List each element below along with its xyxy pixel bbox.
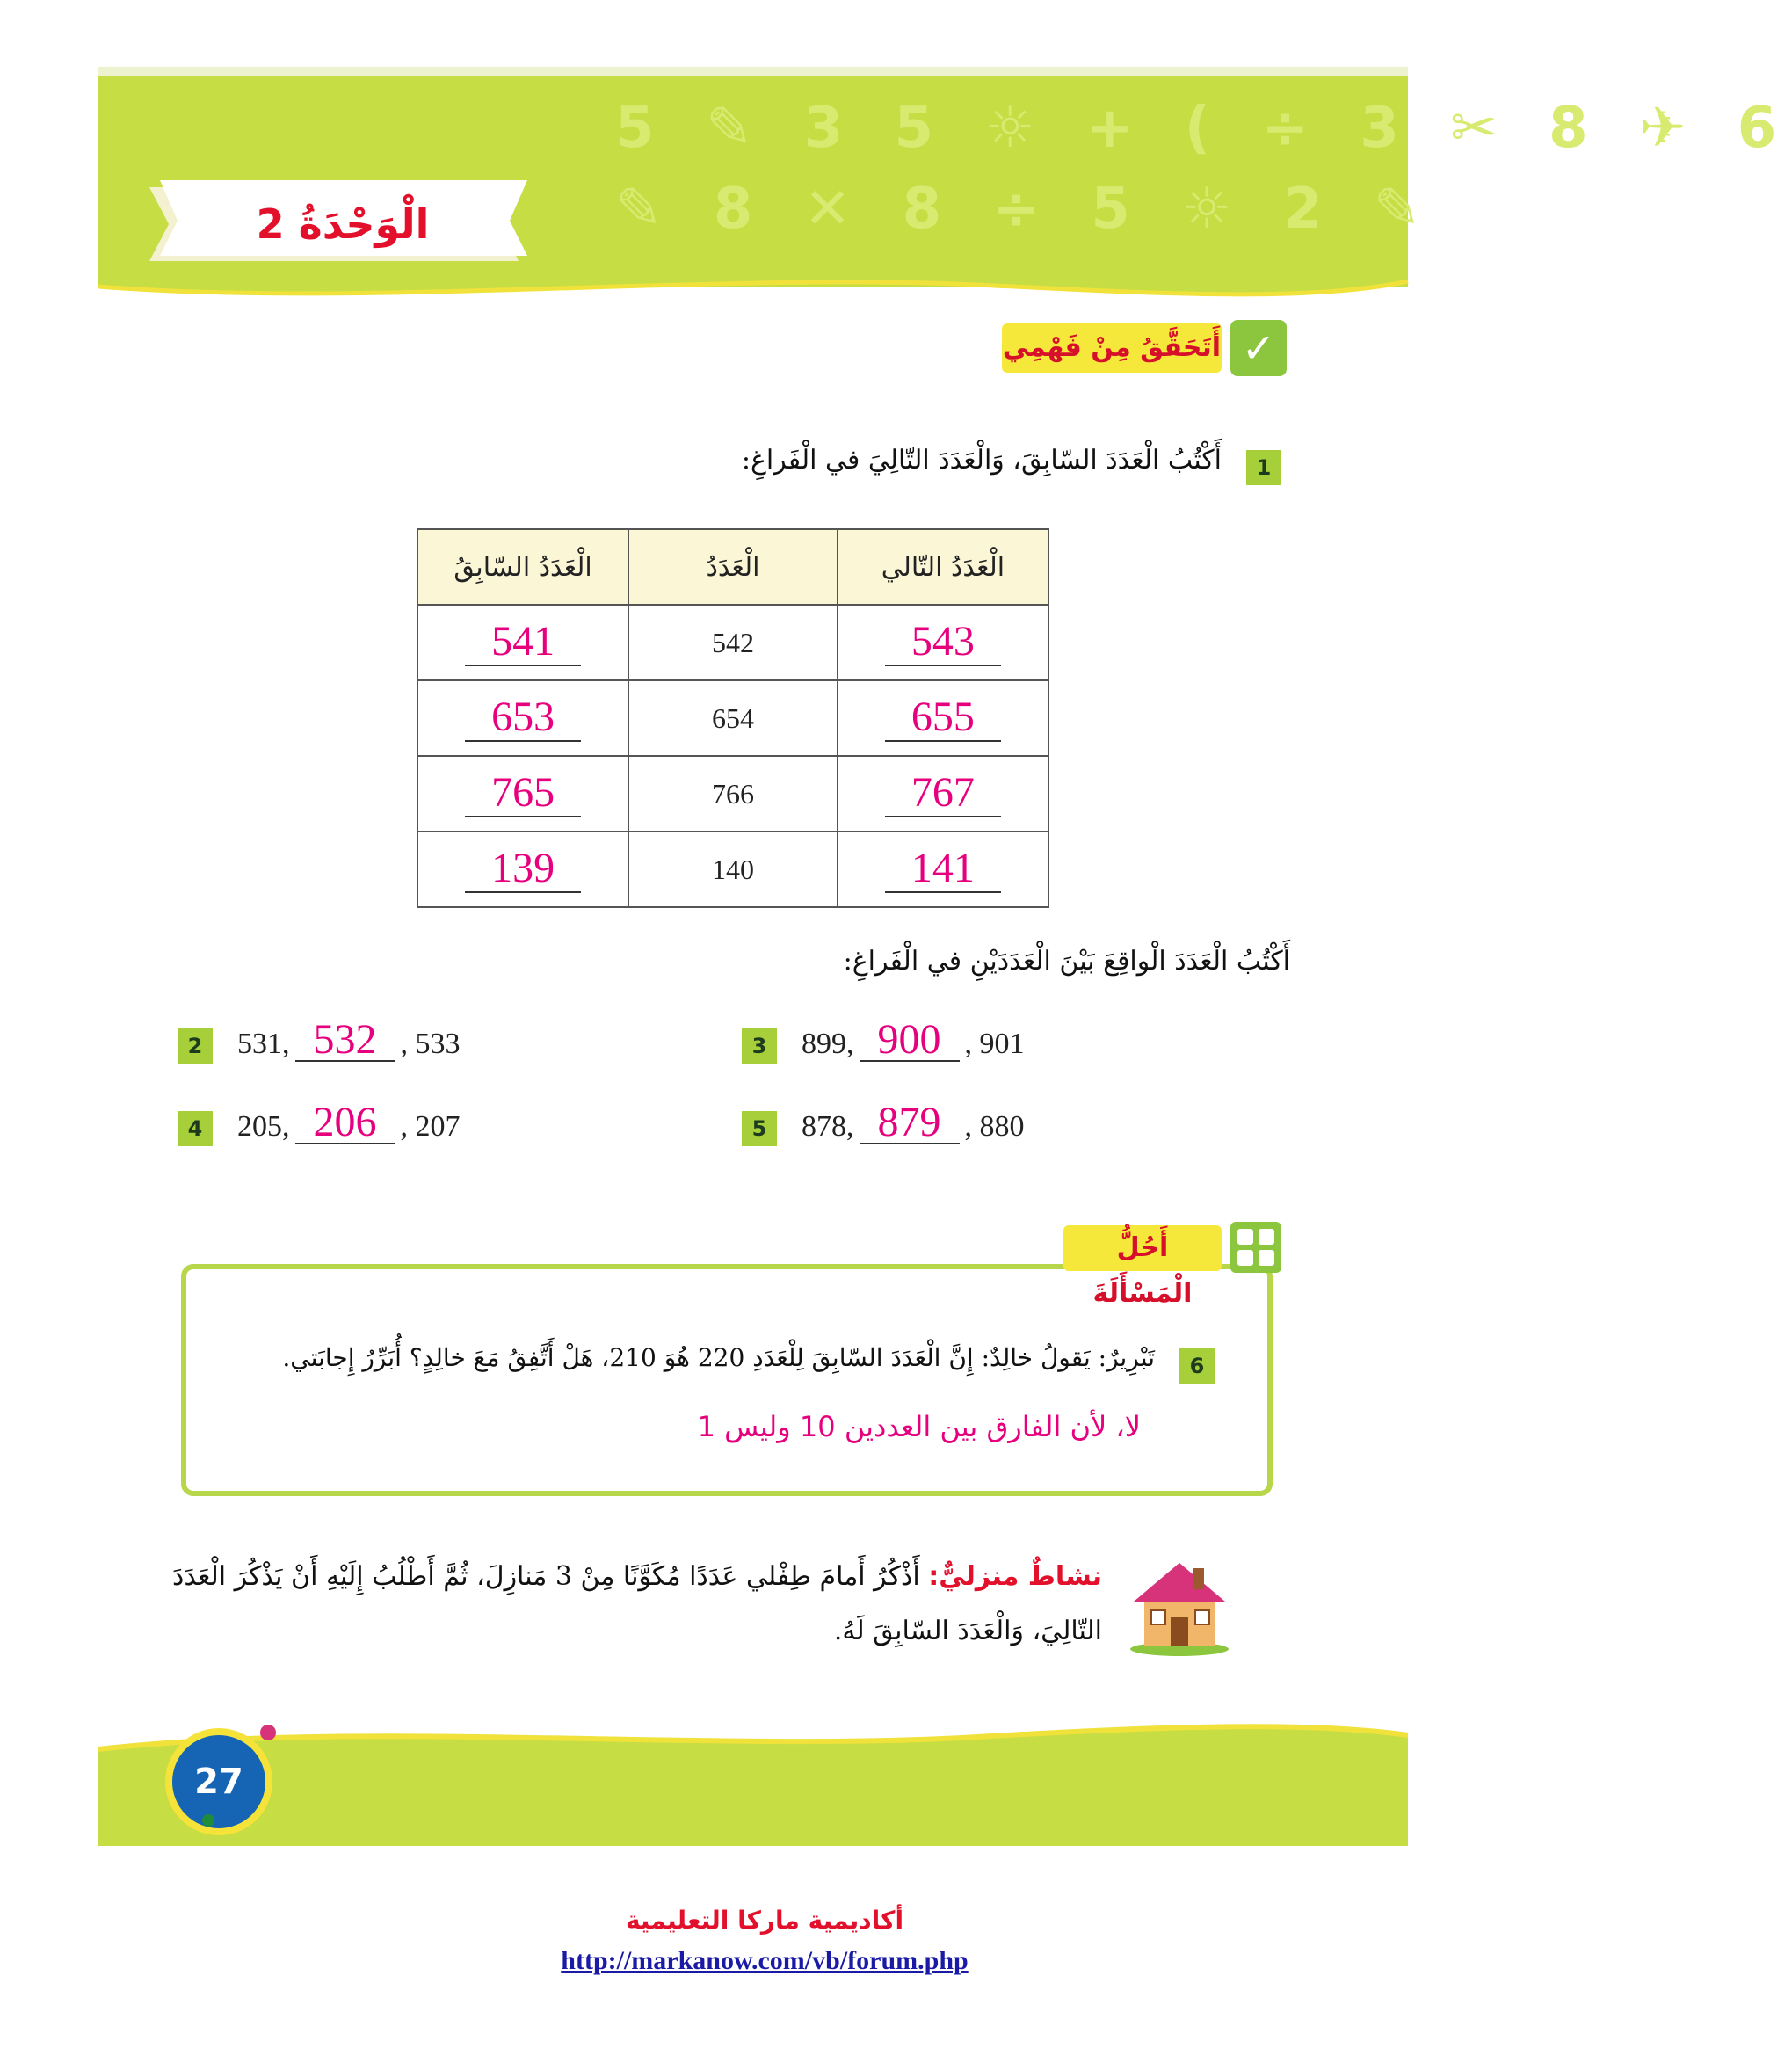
sequence-item bbox=[237, 1016, 461, 1063]
sequence-first: 205, bbox=[237, 1110, 290, 1143]
question-number: 6 bbox=[1179, 1348, 1215, 1384]
footer-link[interactable]: http://markanow.com/vb/forum.php bbox=[561, 1946, 969, 1975]
question-text: تَبْرِيرٌ: يَقولُ خالِدٌ: إِنَّ الْعَدَدَ السّابِقَ لِلْعَدَدِ 220 هُوَ 210، هَلْ أَتَّفِقُ مَعَ خالِدٍ؟ أُبَرِّرُ إِجابَتي. bbox=[282, 1343, 1155, 1372]
number-cell: 542 bbox=[628, 605, 838, 680]
number-cell: 140 bbox=[628, 832, 838, 907]
sequence-answer[interactable]: 900 bbox=[860, 1020, 960, 1062]
sequence-last: , 901 bbox=[964, 1028, 1025, 1060]
sequence-item bbox=[237, 1099, 461, 1145]
footer-academy-name: أكاديمية ماركا التعليمية bbox=[625, 1906, 904, 1935]
next-answer[interactable]: 543 bbox=[885, 619, 1001, 666]
home-activity-line-1 bbox=[172, 1561, 1102, 1592]
home-activity-line-2: التّالِيَ، وَالْعَدَدَ السّابِقَ لَهُ. bbox=[833, 1616, 1102, 1646]
number-cell: 654 bbox=[628, 680, 838, 756]
home-activity-text: أَذْكُرُ أَمامَ طِفْلي عَدَدًا مُكَوَّنًا مِنْ 3 مَنازِلَ، ثُمَّ أَطْلُبُ إِلَيْهِ أَنْ يَذْكُرَ الْعَدَدَ bbox=[171, 1561, 920, 1592]
sequence-answer[interactable]: 879 bbox=[860, 1102, 960, 1144]
problem-solving-label: أَحُلُّ الْمَسْأَلَةَ bbox=[1063, 1225, 1222, 1271]
next-answer[interactable]: 141 bbox=[885, 846, 1001, 893]
table-row bbox=[417, 680, 1048, 756]
prev-answer[interactable]: 653 bbox=[465, 694, 581, 742]
prev-answer[interactable]: 765 bbox=[465, 770, 581, 817]
table-header-number: الْعَدَدُ bbox=[628, 529, 838, 605]
decor-dot bbox=[202, 1814, 214, 1827]
table-header-prev: الْعَدَدُ السّابِقُ bbox=[417, 529, 628, 605]
sequence-answer[interactable]: 206 bbox=[295, 1102, 395, 1144]
next-answer[interactable]: 655 bbox=[885, 694, 1001, 742]
sequence-last: , 533 bbox=[400, 1028, 461, 1060]
house-icon bbox=[1127, 1551, 1232, 1656]
question-number: 1 bbox=[1246, 450, 1281, 485]
page-number-badge: 27 bbox=[165, 1728, 272, 1835]
sequence-last: , 207 bbox=[400, 1110, 461, 1143]
sequence-first: 878, bbox=[802, 1110, 854, 1143]
question-text: أَكْتُبُ الْعَدَدَ السّابِقَ، وَالْعَدَدَ التّالِيَ في الْفَراغِ: bbox=[741, 445, 1222, 476]
prev-answer[interactable]: 541 bbox=[465, 619, 581, 666]
calculator-icon bbox=[1230, 1222, 1281, 1273]
home-activity-label: نشاطٌ منزليٌّ: bbox=[928, 1561, 1102, 1592]
question-number: 4 bbox=[178, 1111, 213, 1146]
table-header-next: الْعَدَدُ التّالي bbox=[838, 529, 1048, 605]
prev-answer[interactable]: 139 bbox=[465, 846, 581, 893]
sequence-item bbox=[802, 1099, 1025, 1145]
checkmark-icon: ✓ bbox=[1230, 320, 1287, 376]
header-top-line bbox=[98, 67, 1408, 76]
written-answer[interactable]: لا، لأن الفارق بين العددين 10 وليس 1 bbox=[697, 1410, 1141, 1443]
number-cell: 766 bbox=[628, 756, 838, 832]
sequence-answer[interactable]: 532 bbox=[295, 1020, 395, 1062]
question-number: 5 bbox=[742, 1111, 777, 1146]
header-pattern: 5 ✎ 3 5 ☼ + ( ÷ 3 ✂ 8 ✈ 6 ✎ 8 ✕ 8 ÷ 5 ☼ 2 ✎ bbox=[615, 96, 1792, 242]
sequence-first: 899, bbox=[802, 1028, 854, 1060]
question-number: 3 bbox=[742, 1028, 777, 1064]
table-row bbox=[417, 605, 1048, 680]
check-understanding-label: أَتَحَقَّقُ مِنْ فَهْمِي bbox=[1002, 323, 1222, 373]
table-row bbox=[417, 756, 1048, 832]
table-row bbox=[417, 832, 1048, 907]
header-wave bbox=[98, 272, 1408, 311]
sequence-first: 531, bbox=[237, 1028, 290, 1060]
footer-wave bbox=[98, 1714, 1408, 1758]
number-table bbox=[417, 528, 1049, 908]
question-number: 2 bbox=[178, 1028, 213, 1064]
sequence-last: , 880 bbox=[964, 1110, 1025, 1143]
sequence-item bbox=[802, 1016, 1025, 1063]
unit-title: الْوَحْدَةُ 2 bbox=[256, 200, 430, 248]
next-answer[interactable]: 767 bbox=[885, 770, 1001, 817]
decor-dot bbox=[260, 1725, 276, 1740]
between-instruction: أَكْتُبُ الْعَدَدَ الْواقِعَ بَيْنَ الْعَدَدَيْنِ في الْفَراغِ: bbox=[843, 946, 1290, 977]
